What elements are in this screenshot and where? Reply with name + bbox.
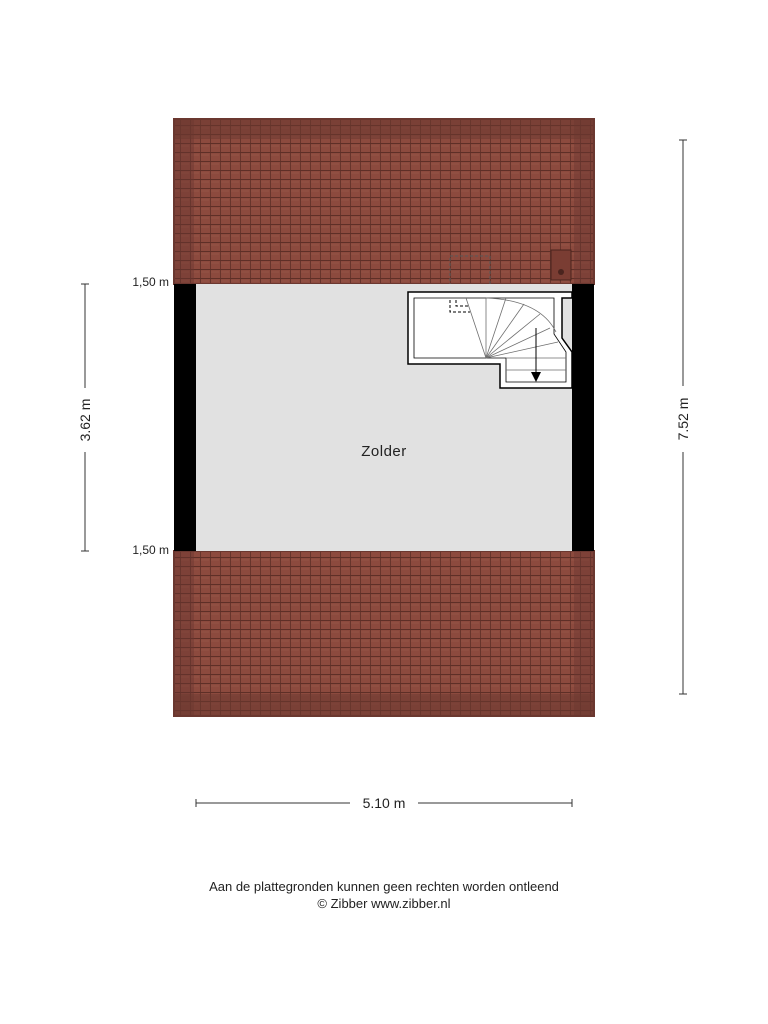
dimension-usable-depth [77, 284, 93, 551]
roof-top [174, 119, 594, 284]
wall-left [174, 284, 196, 551]
dimension-depth [675, 140, 691, 694]
copyright-text: © Zibber www.zibber.nl [317, 896, 451, 911]
roof-vent [551, 250, 571, 280]
width-label: 5.10 m [362, 795, 406, 811]
height-mark-bottom: 1,50 m [132, 543, 169, 557]
usable-depth-label: 3.62 m [77, 398, 93, 442]
room-label: Zolder [361, 443, 407, 460]
roof-bottom [174, 551, 594, 716]
depth-label: 7.52 m [675, 397, 691, 441]
wall-right [572, 284, 594, 551]
dimension-width [196, 795, 572, 811]
height-mark-top: 1,50 m [132, 275, 169, 289]
disclaimer-text: Aan de plattegronden kunnen geen rechten worden ontleend [209, 879, 559, 894]
